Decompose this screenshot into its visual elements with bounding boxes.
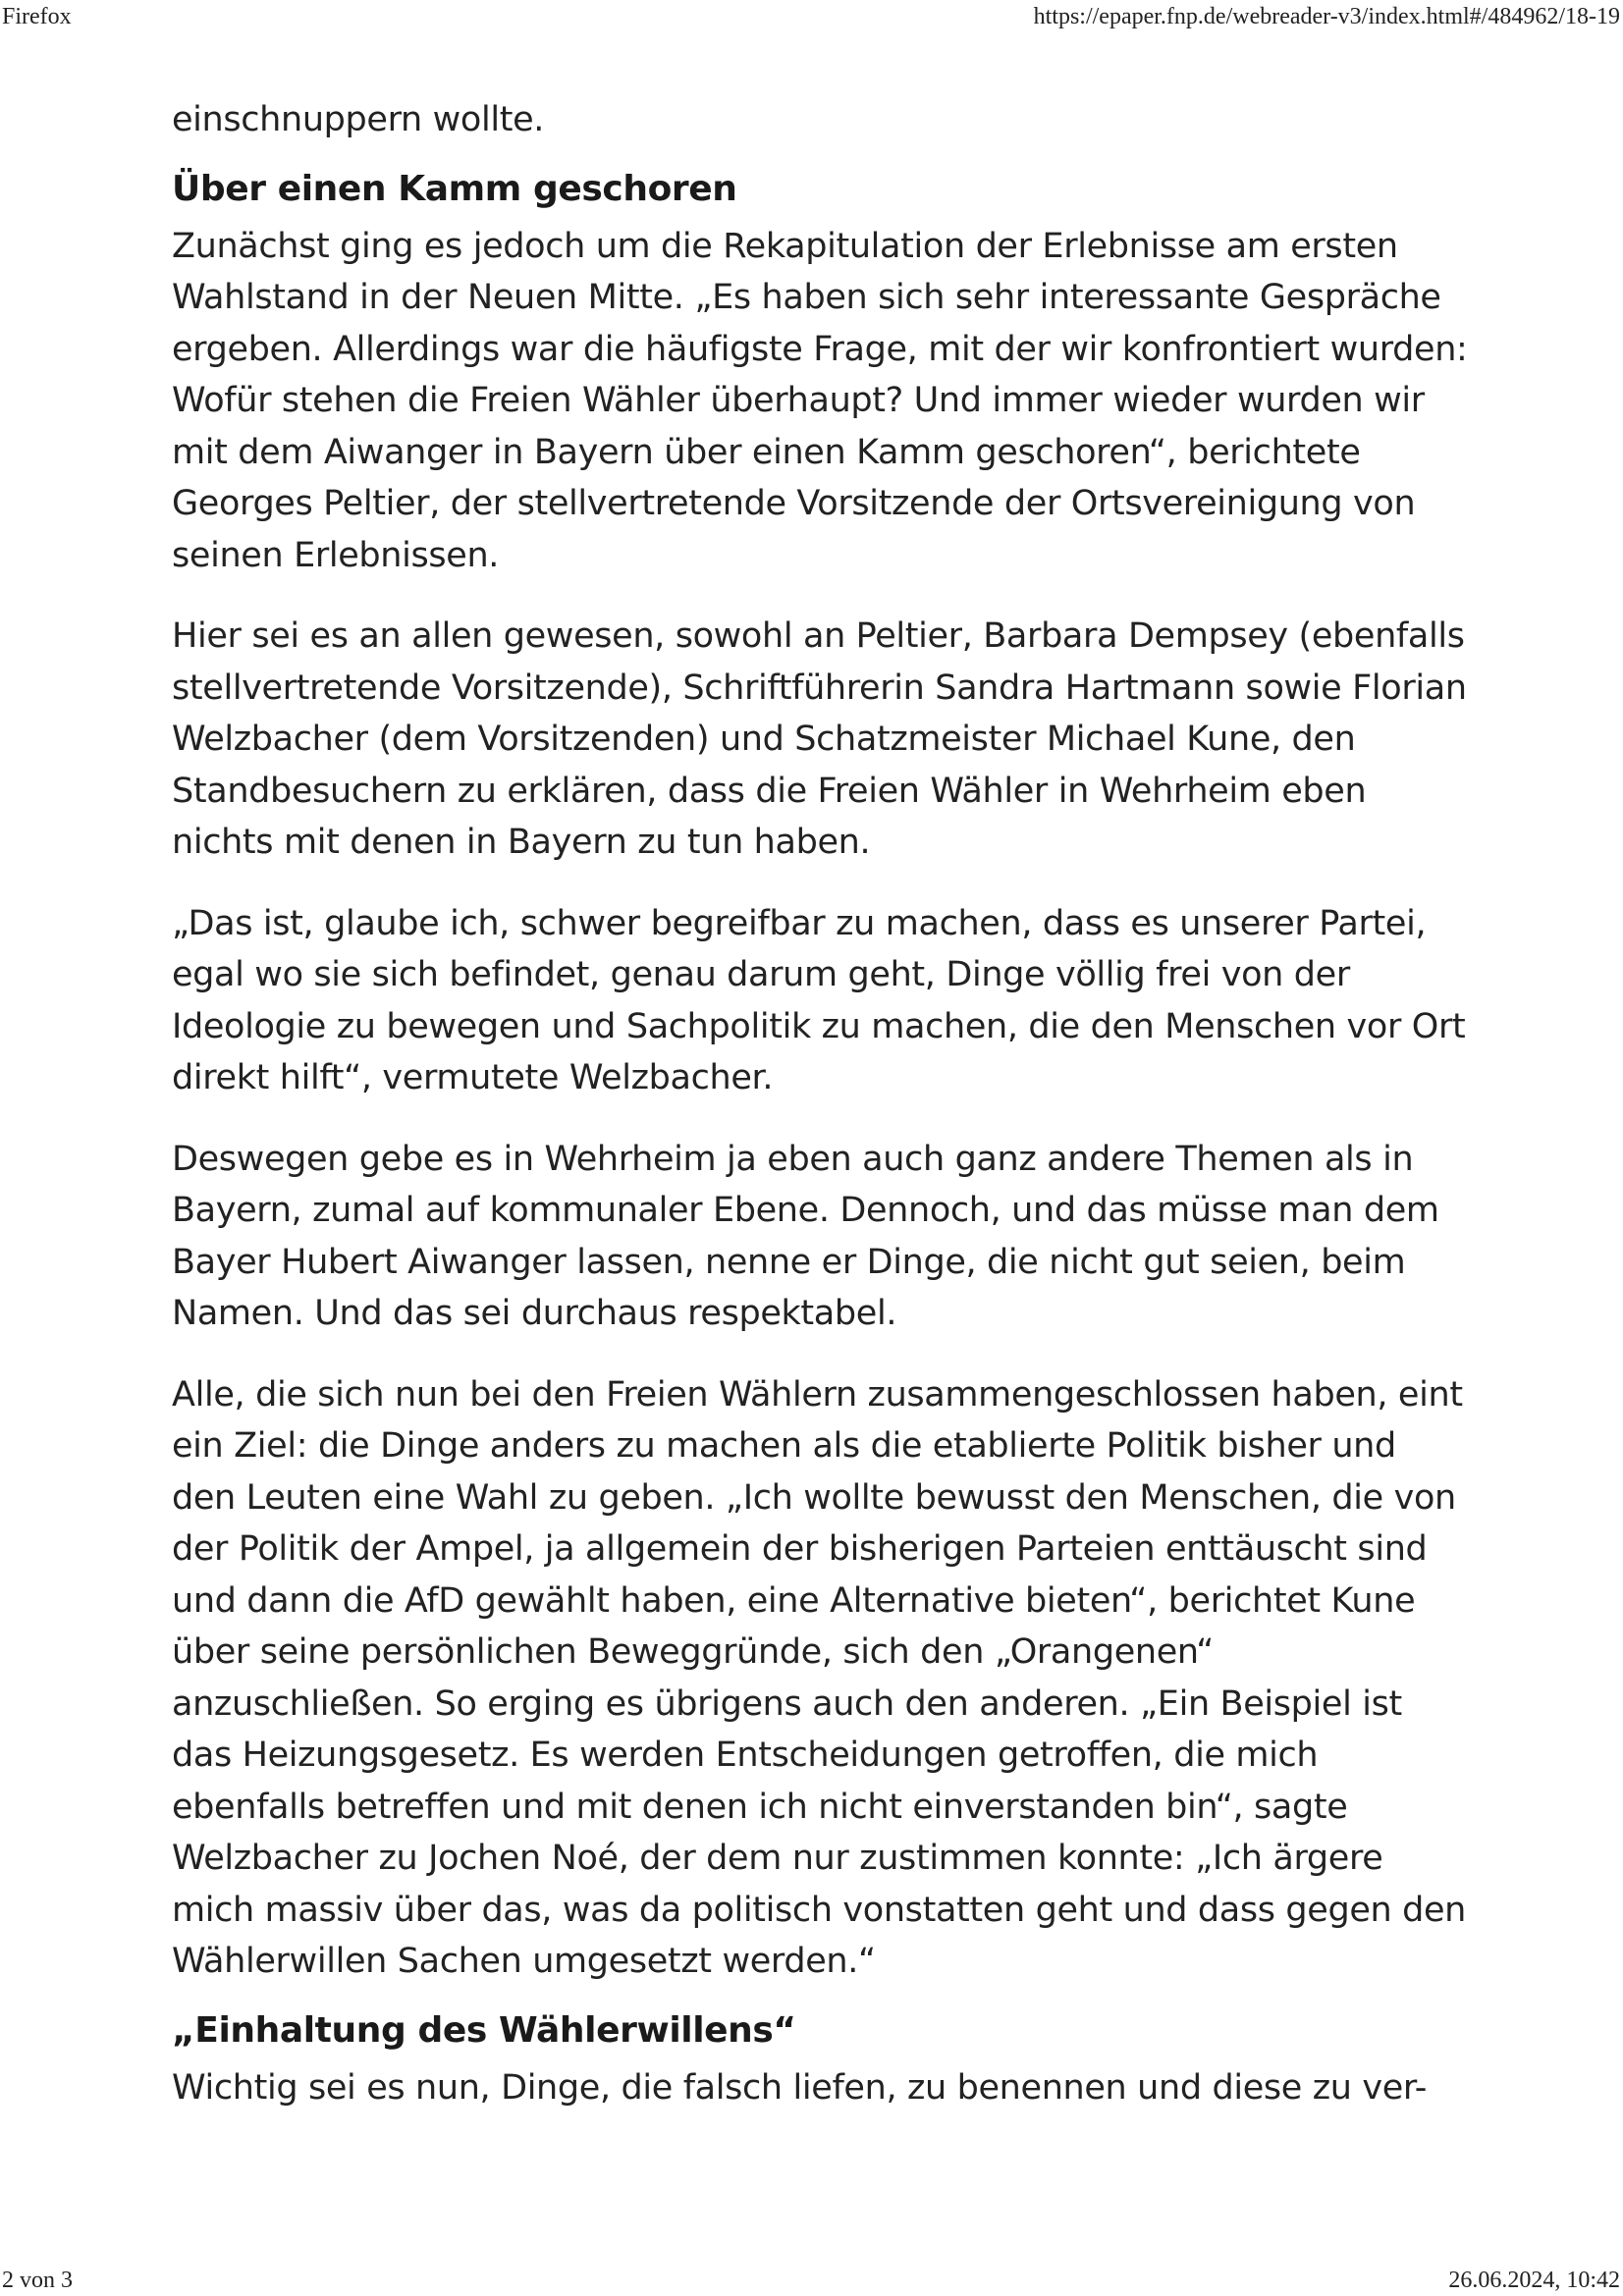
paragraph-4: Deswegen gebe es in Wehrheim ja eben auch ganz andere Themen als in Bayern, zumal auf kommunaler Ebene. Dennoch, und das müsse man dem Bayer Hubert Aiwanger lassen, nenne er Dinge, die nicht gut seien, beim Namen. Und das sei durchaus respektabel.	[172, 1139, 1439, 1333]
section-heading-waehlerwillen: „Einhaltung des Wählerwillens“	[172, 2009, 796, 2051]
print-header	[0, 2, 1623, 31]
paragraph-5: Alle, die sich nun bei den Freien Wählern zusammengeschlossen haben, eint ein Ziel: die Dinge anders zu machen als die etablierte Politik bisher und den Leuten eine Wahl zu geben. „Ich wollte bewusst den Menschen, die von der Politik der Ampel, ja allgemein der bisherigen Parteien enttäuscht sind und dann die AfD gewählt haben, eine Alternative bieten“, berichtet Kune über seine persönlichen Beweggründe, sich den „Orangenen“ anzuschließen. So erging es übrigens auch den anderen. „Ein Beispiel ist das Heizungsgesetz. Es werden Entscheidungen getroffen, die mich ebenfalls betreffen und mit denen ich nicht einverstanden bin“, sagte Welzbacher zu Jochen Noé, der dem nur zustimmen konnte: „Ich ärgere mich massiv über das, was da politisch vonstatten geht und dass gegen den Wählerwillen Sachen umgesetzt werden.“	[172, 1374, 1467, 1981]
paragraph-2: Hier sei es an allen gewesen, sowohl an Peltier, Barbara Dempsey (ebenfalls stellvertretende Vorsitzende), Schriftführerin Sandra Hartmann sowie Florian Welzbacher (dem Vorsitzenden) und Schatzmeister Michael Kune, den Standbesuchern zu erklären, dass die Freien Wähler in Wehrheim eben nichts mit denen in Bayern zu tun haben.	[172, 616, 1467, 862]
print-datetime: 26.06.2024, 10:42	[1448, 2268, 1620, 2293]
intro-fragment: einschnuppern wollte.	[172, 100, 545, 139]
paragraph-3: „Das ist, glaube ich, schwer begreifbar zu machen, dass es unserer Partei, egal wo sie sich befindet, genau darum geht, Dinge völlig frei von der Ideologie zu bewegen und Sachpolitik zu machen, die den Menschen vor Ort direkt hilft“, vermutete Welzbacher.	[172, 903, 1466, 1097]
page-url: https://epaper.fnp.de/webreader-v3/index.html#/484962/18-19	[1033, 4, 1620, 29]
page-indicator: 2 von 3	[2, 2268, 73, 2293]
article-body	[172, 94, 1468, 2113]
print-footer	[0, 2266, 1623, 2295]
paragraph-1: Zunächst ging es jedoch um die Rekapitulation der Erlebnisse am ersten Wahlstand in der Neuen Mitte. „Es haben sich sehr interessante Gespräche ergeben. Allerdings war die häufigste Frage, mit der wir konfrontiert wurden: Wofür stehen die Freien Wähler überhaupt? Und immer wieder wurden wir mit dem Aiwanger in Bayern über einen Kamm geschoren“, berichtete Georges Peltier, der stellvertretende Vorsitzende der Ortsvereinigung von seinen Erlebnissen.	[172, 226, 1468, 575]
browser-name: Firefox	[2, 4, 72, 29]
closing-fragment: Wichtig sei es nun, Dinge, die falsch liefen, zu benennen und diese zu ver-	[172, 2067, 1427, 2108]
section-heading-kamm: Über einen Kamm geschoren	[172, 168, 737, 209]
